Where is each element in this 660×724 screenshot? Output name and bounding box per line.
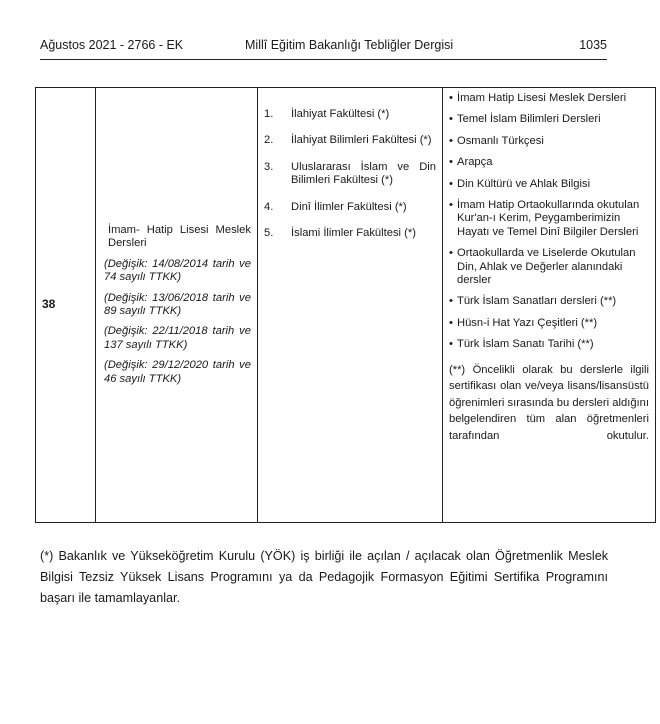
table-row bbox=[36, 88, 656, 523]
list-item: • Türk İslam Sanatları dersleri (**) bbox=[449, 295, 649, 308]
faculty-name: İslami İlimler Fakültesi (*) bbox=[291, 227, 416, 240]
issue-info: Ağustos 2021 - 2766 - EK bbox=[40, 38, 184, 52]
list-item: • Arapça bbox=[449, 156, 649, 169]
faculty-item bbox=[264, 201, 436, 214]
list-item: • Ortaokullarda ve Liselerde Okutulan Din, Ahlak ve Değerler alanındaki dersler bbox=[449, 247, 649, 287]
course-cell bbox=[96, 88, 258, 523]
list-item: • Hüsn-i Hat Yazı Çeşitleri (**) bbox=[449, 317, 649, 330]
faculty-number: 3. bbox=[264, 160, 274, 173]
faculty-item bbox=[264, 134, 436, 147]
course-name: İmam- Hatip Lisesi Meslek Dersleri bbox=[108, 223, 251, 250]
list-item: • Temel İslam Bilimleri Dersleri bbox=[449, 113, 649, 126]
faculty-name: Dinî İlimler Fakültesi (*) bbox=[291, 200, 407, 213]
lessons-note: (**) Öncelikli olarak bu derslerle ilgili sertifikası olan ve/veya lisans/lisansüstü öğrenimleri sırasında bu dersleri aldığını belgelendiren tüm alan öğretmenleri tarafından okutulur. bbox=[449, 363, 649, 442]
list-item: • Din Kültürü ve Ahlak Bilgisi bbox=[449, 178, 649, 191]
faculty-name: İlahiyat Fakültesi (*) bbox=[291, 108, 390, 120]
list-item: • İmam Hatip Ortaokullarında okutulan Kur'an-ı Kerim, Peygamberimizin Hayatı ve Temel Dinî Bilgiler Dersleri bbox=[449, 199, 649, 239]
faculty-name: İlahiyat Bilimleri Fakültesi (*) bbox=[291, 134, 432, 147]
faculty-number: 5. bbox=[264, 227, 274, 240]
header-divider bbox=[40, 59, 607, 60]
footnote: (*) Bakanlık ve Yükseköğretim Kurulu (YÖK) iş birliği ile açılan / açılacak olan Öğretmenlik Meslek Bilgisi Tezsiz Yüksek Lisans Programını ya da Pedagojik Formasyon Eğitimi Sertifika Programını başarı ile tamamlayanlar. bbox=[40, 549, 608, 605]
list-item: • Osmanlı Türkçesi bbox=[449, 135, 649, 148]
list-item: • Türk İslam Sanatı Tarihi (**) bbox=[449, 338, 649, 351]
amendment-note: (Değişik: 14/08/2014 tarih ve 74 sayılı TTKK) bbox=[104, 257, 251, 284]
row-number: 38 bbox=[36, 88, 96, 523]
faculty-number: 1. bbox=[264, 108, 274, 120]
faculty-item bbox=[264, 161, 436, 188]
amendment-note: (Değişik: 22/11/2018 tarih ve 137 sayılı TTKK) bbox=[104, 325, 251, 351]
page-header bbox=[40, 38, 607, 56]
lessons-cell bbox=[443, 88, 656, 523]
amendment-note: (Değişik: 13/06/2018 tarih ve 89 sayılı TTKK) bbox=[104, 291, 251, 317]
faculty-number: 4. bbox=[264, 200, 274, 213]
list-item: • İmam Hatip Lisesi Meslek Dersleri bbox=[449, 92, 649, 105]
course-assignment-table bbox=[35, 87, 656, 523]
journal-title: Millî Eğitim Bakanlığı Tebliğler Dergisi bbox=[245, 38, 454, 52]
faculty-number: 2. bbox=[264, 134, 274, 147]
faculty-item bbox=[264, 108, 436, 121]
page-number: 1035 bbox=[579, 38, 607, 52]
faculties-cell bbox=[258, 88, 443, 523]
amendment-note: (Değişik: 29/12/2020 tarih ve 46 sayılı TTKK) bbox=[104, 359, 251, 385]
faculty-item bbox=[264, 227, 436, 240]
lessons-list bbox=[449, 92, 649, 352]
faculty-name: Uluslararası İslam ve Din Bilimleri Fakültesi (*) bbox=[291, 160, 436, 187]
